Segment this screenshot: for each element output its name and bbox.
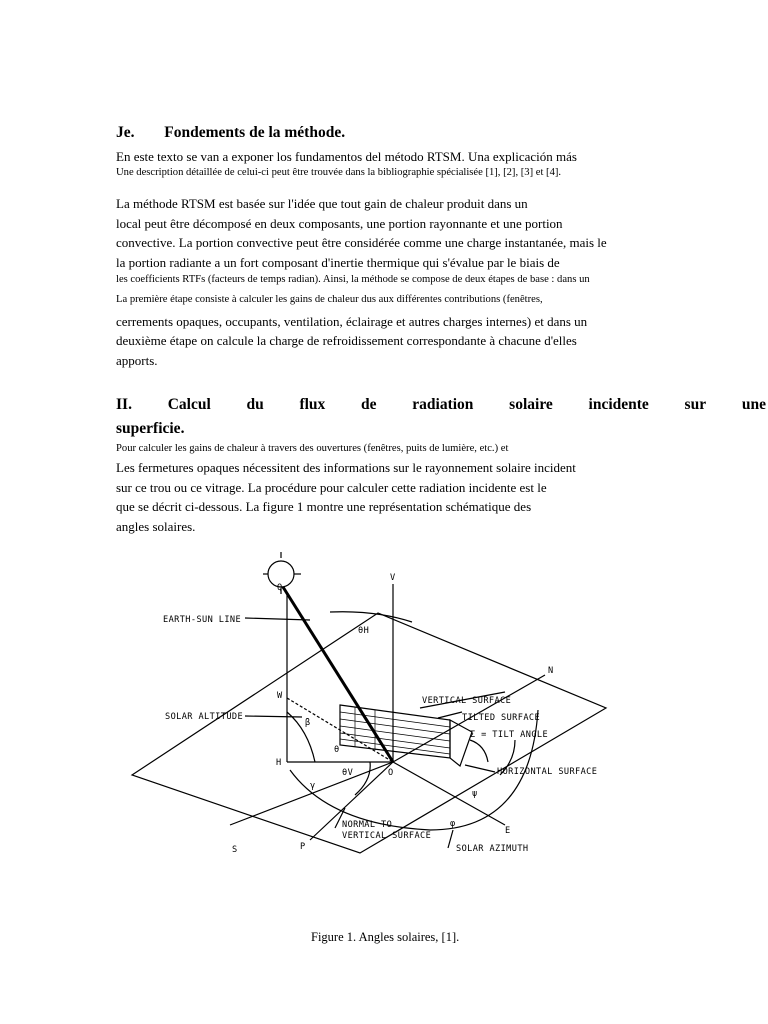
theta-symbol: θ [334, 745, 340, 755]
theta-h-symbol: θH [358, 626, 370, 636]
section-2-line: Pour calculer les gains de chaleur à travers des ouvertures (fenêtres, puits de lumière, etc.) et [116, 443, 509, 454]
horizontal-surface-label: HORIZONTAL SURFACE [497, 767, 598, 777]
paragraph-line: local peut être décomposé en deux composants, une portion rayonnante et une portion [116, 215, 563, 231]
paragraph-line: angles solaires. [116, 518, 196, 534]
solar-altitude-label: SOLAR ALTITUDE [165, 712, 244, 722]
section-2-title-continued: superficie. [116, 420, 185, 437]
normal-vertical-surface-label: VERTICAL SURFACE [342, 831, 432, 841]
section-2-paragraph [116, 460, 676, 538]
beta-symbol: β [305, 718, 311, 728]
heading-word: solaire [509, 396, 553, 413]
paragraph-line: La première étape consiste à calculer les gains de chaleur dus aux différentes contributions (fenêtres, [116, 293, 543, 305]
vertical-surface-label: VERTICAL SURFACE [422, 696, 512, 706]
paragraph-line: deuxième étape on calcule la charge de refroidissement correspondante à chacune d'elles [116, 333, 577, 349]
heading-word: de [361, 396, 377, 413]
psi-symbol: ψ [472, 789, 478, 799]
paragraph-line: que se décrit ci-dessous. La figure 1 montre une représentation schématique des [116, 499, 532, 515]
section-1-number: Je. [116, 124, 135, 141]
paragraph-line: sur ce trou ou ce vitrage. La procédure pour calculer cette radiation incidente est le [116, 479, 547, 495]
heading-word: flux [299, 396, 326, 413]
point-s: S [232, 845, 238, 855]
heading-word: une [741, 396, 766, 413]
point-h: H [276, 758, 282, 768]
tilted-surface-label: TILTED SURFACE [462, 713, 541, 723]
paragraph-line: Les fermetures opaques nécessitent des informations sur le rayonnement solaire incident [116, 460, 576, 475]
paragraph-line: La méthode RTSM est basée sur l'idée que tout gain de chaleur produit dans un [116, 196, 528, 211]
paragraph-line: les coefficients RTFs (facteurs de temps radian). Ainsi, la méthode se compose de deux étapes de base : dans un [116, 274, 590, 286]
earth-sun-line [283, 587, 393, 762]
figure-caption: Figure 1. Angles solaires, [1]. [311, 930, 460, 944]
section-2-number: II. [116, 396, 132, 413]
section-1-heading [116, 124, 345, 142]
point-p: P [300, 842, 306, 852]
intro-line-1: En este texto se van a exponer los fundamentos del método RTSM. Una explicación más [116, 149, 577, 164]
tilt-angle-label: Σ = TILT ANGLE [470, 730, 549, 740]
heading-word: incidente [588, 396, 649, 413]
theta-v-symbol: θV [342, 768, 354, 778]
gamma-symbol: γ [310, 781, 316, 791]
paragraph-line: la portion radiante a un fort composant d'inertie thermique qui s'évalue par le biais de [116, 254, 560, 270]
section-1-title: Fondements de la méthode. [164, 124, 346, 141]
point-q: Q [277, 583, 283, 593]
point-w: W [277, 691, 283, 701]
point-o: O [388, 768, 394, 778]
theta-h-arc [330, 612, 412, 622]
solar-azimuth-label: SOLAR AZIMUTH [456, 844, 529, 854]
point-v: V [390, 573, 396, 583]
point-n: N [548, 666, 554, 676]
paragraph-line: convective. La portion convective peut être considérée comme une charge instantanée, mais le [116, 235, 607, 251]
section-1-paragraph [116, 196, 676, 372]
normal-to-label: NORMAL TO [342, 820, 393, 830]
earth-sun-line-label: EARTH-SUN LINE [163, 615, 242, 625]
heading-word: radiation [412, 396, 474, 413]
heading-word: du [246, 396, 264, 413]
heading-word: Calcul [167, 396, 211, 413]
solar-angles-figure [120, 540, 620, 860]
paragraph-line: apports. [116, 352, 158, 368]
phi-symbol: φ [450, 819, 456, 829]
intro-line-2: Une description détaillée de celui-ci peut être trouvée dans la bibliographie spécialisée [1], [2], [3] et [4]. [116, 167, 562, 178]
heading-word: sur [684, 396, 707, 413]
paragraph-line: cerrements opaques, occupants, ventilation, éclairage et autres charges internes) et dans un [116, 313, 588, 329]
section-2-heading [116, 396, 766, 414]
point-e: E [505, 826, 511, 836]
